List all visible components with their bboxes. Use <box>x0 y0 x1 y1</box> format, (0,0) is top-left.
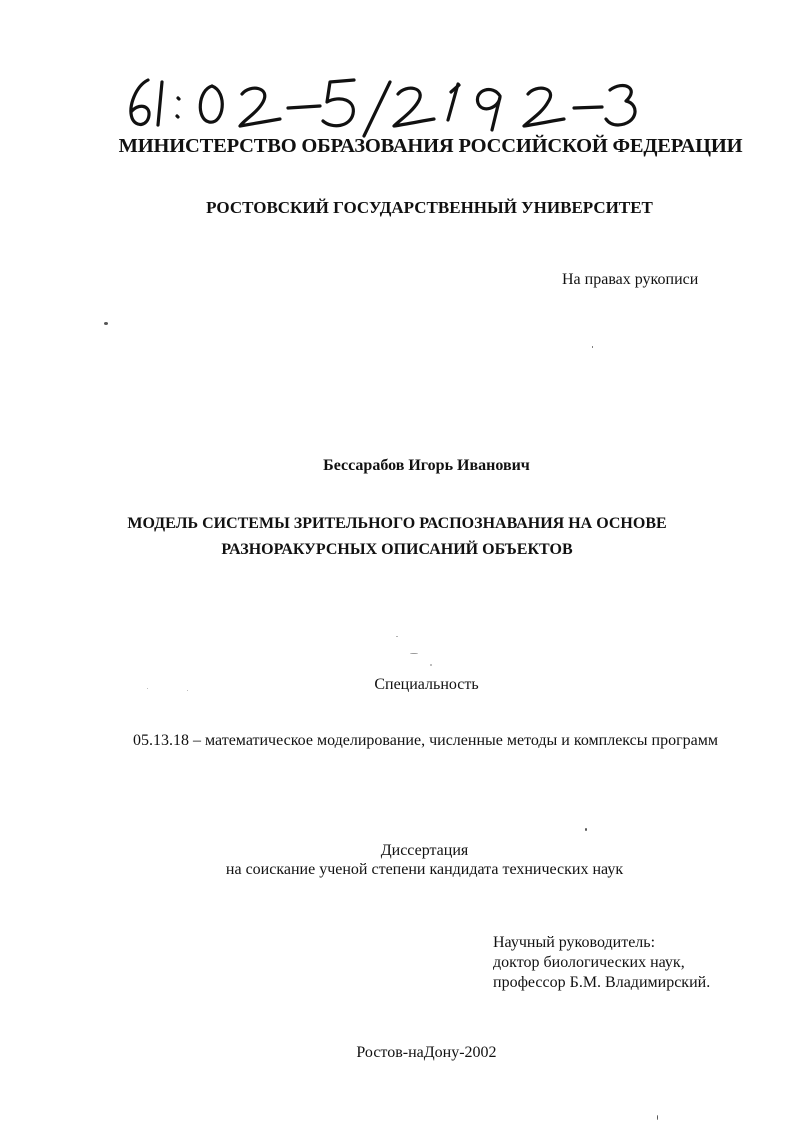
scan-speck <box>104 322 108 325</box>
dissertation-label: Диссертация <box>380 842 469 859</box>
scan-speck <box>147 688 148 689</box>
degree-description: на соискание ученой степени кандидата технических наук <box>225 861 624 878</box>
author-name: Бессарабов Игорь Иванович <box>323 457 530 474</box>
supervisor-name: профессор Б.М. Владимирский. <box>493 974 711 991</box>
scan-speck <box>585 828 587 831</box>
handwritten-code <box>118 72 638 138</box>
ministry-heading: МИНИСТЕРСТВО ОБРАЗОВАНИЯ РОССИЙСКОЙ ФЕДЕРАЦИИ <box>118 135 743 157</box>
scan-speck <box>657 1115 658 1120</box>
scan-speck <box>430 664 432 666</box>
specialty-code: 05.13.18 – математическое моделирование, численные методы и комплексы программ <box>133 732 718 749</box>
scan-speck <box>187 690 188 691</box>
manuscript-note: На правах рукописи <box>562 271 699 288</box>
dissertation-description <box>28 841 793 879</box>
city-year: Ростов-наДону-2002 <box>356 1044 497 1061</box>
scan-speck <box>592 346 593 348</box>
title-line-2: РАЗНОРАКУРСНЫХ ОПИСАНИЙ ОБЪЕКТОВ <box>221 541 573 558</box>
dissertation-title <box>62 511 732 563</box>
scan-speck <box>410 653 418 654</box>
title-line-1: МОДЕЛЬ СИСТЕМЫ ЗРИТЕЛЬНОГО РАСПОЗНАВАНИЯ НА ОСНОВЕ <box>127 515 667 532</box>
supervisor-degree: доктор биологических наук, <box>493 954 685 971</box>
supervisor-block <box>493 933 710 993</box>
university-heading: РОСТОВСКИЙ ГОСУДАРСТВЕННЫЙ УНИВЕРСИТЕТ <box>206 198 653 217</box>
supervisor-label: Научный руководитель: <box>493 934 656 951</box>
specialty-label: Специальность <box>374 676 479 693</box>
scan-speck <box>396 636 398 637</box>
